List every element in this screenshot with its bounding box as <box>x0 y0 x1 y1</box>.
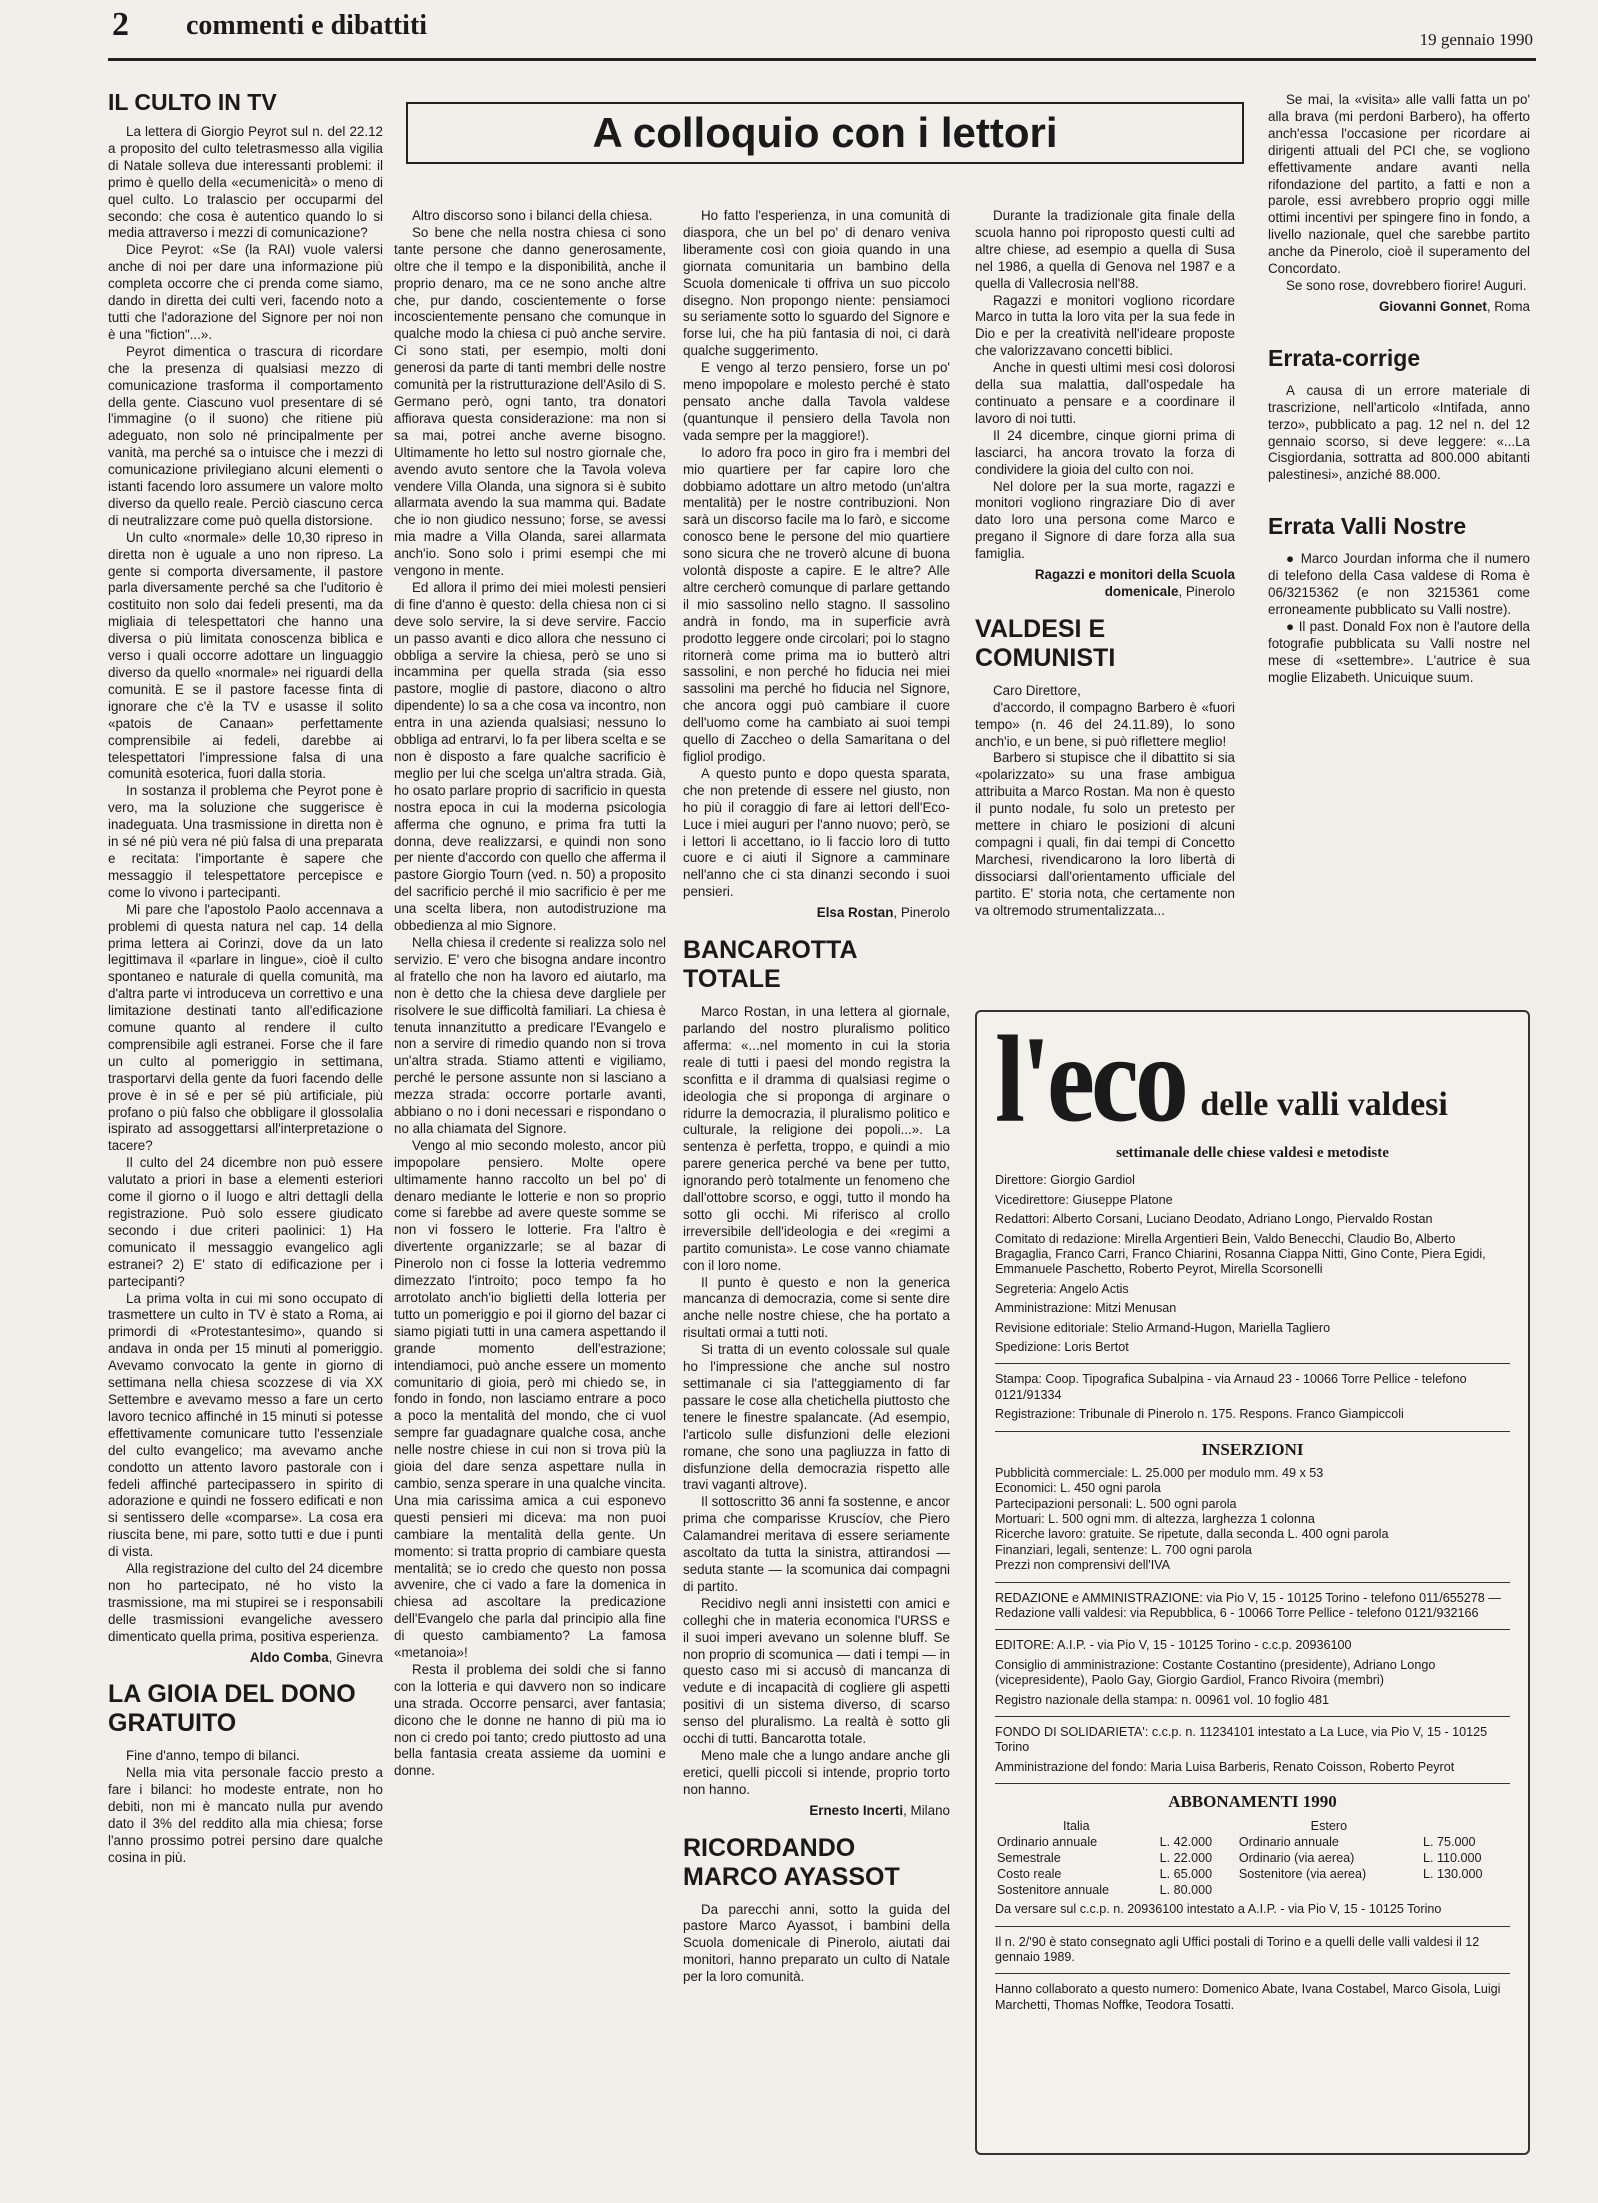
ads-title: INSERZIONI <box>1201 1439 1304 1459</box>
paragraph: A questo punto e dopo questa sparata, che non pretende di essere nel giusto, non ho più il coraggio di fare ai lettori dell'Eco-Luce i miei auguri per l'anno nuovo; però, se i lettori li accettano, io li faccio loro di tutto cuore e ci aiuti il Signore a camminare nell'anno che ci sta dinanzi secondo i suoi pensieri. <box>683 765 950 900</box>
signature <box>108 1650 383 1667</box>
paragraph: Ragazzi e monitori vogliono ricordare Marco in tutta la loro vita per la sua fede in Dio e per la creatività nell'ideare proposte che valorizzavano concetti biblici. <box>975 292 1235 359</box>
paragraph: d'accordo, il compagno Barbero è «fuori tempo» (n. 46 del 24.11.89), lo sono anch'io, e un bene, si può riflettere meglio! <box>975 699 1235 749</box>
table-cell: L. 65.000 <box>1159 1867 1213 1882</box>
signature <box>975 567 1235 601</box>
subscriptions-title: ABBONAMENTI 1990 <box>1168 1792 1337 1812</box>
signature <box>683 905 950 922</box>
divider <box>995 1716 1510 1717</box>
paragraph: Se mai, la «visita» alle valli fatta un po' alla brava (mi perdoni Barbero), ha offerto anch'essa l'occasione per ricordare ai dirigenti attuali del PCI che, se vogliono effettivamente andare avanti nella rifondazione del partito, a fatti e non a parole, essi avrebbero proprio oggi mille ottimi incentivi per spingere fino in fondo, a livello nazionale, quel che sarebbe partito anche da Pinerolo, cioè il superamento del Concordato. <box>1268 92 1530 277</box>
signature-name: Ernesto Incerti <box>809 1802 904 1818</box>
ads-line: Partecipazioni personali: L. 500 ogni parola <box>995 1496 1237 1511</box>
header-rule <box>108 58 1536 61</box>
table-cell: L. 110.000 <box>1422 1851 1482 1866</box>
signature-place: , Pinerolo <box>893 905 950 921</box>
paragraph: Nella chiesa il credente si realizza solo nel servizio. E' vero che bisogna andare incontro al fratello che non ha lavoro ed aiutarlo, ma non è detto che la chiesa deve dargliele per risolvere le sue difficoltà familiari. La chiesa è tenuta innanzitutto a predicare l'Evangelo e non a servire di rimedio quando non si trova un'altra strada. Stiamo attenti e vigiliamo, perché le persone assunte non si lasciano a mezza strada: occorre portarle avanti, abbiano o no i doni necessari e rispondano o no alla chiamata del Signore. <box>394 934 666 1136</box>
article-title: BANCAROTTA TOTALE <box>683 936 857 994</box>
paragraph: Il punto è questo e non la generica mancanza di democrazia, come si sente dire anche nelle nostre chiese, che ha portato a risultati ormai a tutti noti. <box>683 1274 950 1341</box>
paragraph: E vengo al terzo pensiero, forse un po' meno impopolare e molesto perché è stato pensato anche dalla Tavola valdese (quantunque il pensiero della Tavola non vada sempre per la maggiore!). <box>683 360 950 443</box>
table-header: Estero <box>1310 1819 1348 1834</box>
staff-line: Amministrazione: Mitzi Menusan <box>995 1301 1177 1316</box>
signature-place: , Pinerolo <box>1178 583 1235 599</box>
table-header: Italia <box>1062 1819 1090 1834</box>
paragraph: Ho fatto l'esperienza, in una comunità di diaspora, che un bel po' di denaro veniva liberamente così con gioia quando in una giornata comunitaria un bambino della Scuola domenicale ti offriva un suo piccolo disegno. Non propongo niente: pensiamoci su seriamente sotto lo sguardo del Signore e forse lui, che ha più fantasia di noi, ci darà qualche suggerimento. <box>683 208 950 359</box>
signature-name: Giovanni Gonnet <box>1378 298 1487 314</box>
fund-line: Amministrazione del fondo: Maria Luisa Barberis, Renato Coisson, Roberto Peyrot <box>995 1759 1455 1774</box>
article-title: VALDESI E COMUNISTI <box>975 614 1116 672</box>
paragraph: Io adoro fra poco in giro fra i membri del mio quartiere per far capire loro che dobbiamo adottare un altro metodo (un'altra mentalità) per le nostre contribuzioni. Non sarà un discorso facile ma lo farò, e siccome conosco bene le persone del mio quartiere sono sicura che ne troverò alcune di buona volontà disposte a capire. E le altre? Alle altre cercherò comunque di parlare gettando il mio sassolino nello stagno. Il sassolino andrà in fondo, ma in superficie avrà prodotto leggere onde circolari; poi lo stagno ritornerà come prima ma io butterò altri sassolini, e non perché ho fiducia nei miei sassolini ma perché ho fiducia nel Signore, che ancora oggi può cambiare il cuore dell'uomo come ha cambiato ai suoi tempi quello di Zaccheo o della Samaritana o del figliol prodigo. <box>683 444 950 764</box>
staff-line: Revisione editoriale: Stelio Armand-Hugon, Mariella Tagliero <box>995 1320 1331 1335</box>
paragraph: Il sottoscritto 36 anni fa sostenne, e ancor prima che comparisse Kruscíov, che Piero Calamandrei meritava di essere seriamente ascoltato da tutta la sinistra, attirandosi — seduta stante — la scomunica dai compagni di partito. <box>683 1494 950 1594</box>
ads-line: Mortuari: L. 500 ogni mm. di altezza, larghezza 1 colonna <box>995 1511 1315 1526</box>
paragraph: Barbero si stupisce che il dibattito si sia «polarizzato» su una frase ambigua attribuita a Marco Rostan. Ma non è questo il punto nodale, fu solo un pretesto per mettere in chiaro le posizioni di alcuni compagni i quali, fin dai tempi di Concetto Marchesi, rivendicarono la loro libertà di dissociarsi dall'orientamento ufficiale del partito. E' storia nota, che certamente non va oltremodo strumentalizzata... <box>975 750 1235 918</box>
collaborators-line: Hanno collaborato a questo numero: Domenico Abate, Ivana Costabel, Marco Gisola, Luigi Marchetti, Thomas Noffke, Teodora Tosatti. <box>995 1982 1501 2012</box>
issue-date: 19 gennaio 1990 <box>1419 30 1533 49</box>
editor-line: Consiglio di amministrazione: Costante Costantino (presidente), Adriano Longo (vicepresidente), Paolo Gay, Giorgio Gardiol, Franco Rivoira (membri) <box>995 1657 1436 1688</box>
masthead-logo <box>995 1011 1510 1148</box>
paragraph: La prima volta in cui mi sono occupato di trasmettere un culto in TV è stato a Roma, ai primordi di «Protestantesimo», quando si andava in onda per 15 minuti al pomeriggio. Avevamo convocato la gente in giorno di settimana nella chiesa scozzese di via XX Settembre e avevamo messo a fare un certo lavoro tecnico affinché in 15 minuti si potesse effettivamente comunicare tutto l'essenziale del culto evangelico; ma avevamo anche condotto un attento lavoro pastorale con i fedeli affinché partecipassero in spirito di adorazione e quindi ne fossero edificati e non si sentissero delle «comparse». La cosa era riuscita bene, mi pare, sotto tutti e due i punti di vista. <box>108 1290 383 1560</box>
paragraph: Alla registrazione del culto del 24 dicembre non ho partecipato, né ho visto la trasmissione, ma mi stupirei se i responsabili delle trasmissioni evangeliche avessero dimenticato quella prima, positiva esperienza. <box>108 1561 383 1644</box>
column-2 <box>394 208 666 2198</box>
signature-name: Aldo Comba <box>249 1649 329 1665</box>
paragraph: Durante la tradizionale gita finale della scuola hanno poi riproposto questi culti ad altre chiese, ad esempio a quella di Susa nel 1986, a quella di Genova nel 1987 e a quella di Vallecrosia nell'88. <box>975 208 1235 291</box>
article-title: RICORDANDO MARCO AYASSOT <box>683 1833 900 1891</box>
ads-line: Economici: L. 450 ogni parola <box>995 1481 1161 1496</box>
address-line: REDAZIONE e AMMINISTRAZIONE: via Pio V, 15 - 10125 Torino - telefono 011/655278 — Redazione valli valdesi: via Repubblica, 6 - 10066 Torre Pellice - telefono 0121/932166 <box>995 1590 1501 1620</box>
table-cell: L. 22.000 <box>1159 1851 1213 1866</box>
paragraph: Si tratta di un evento colossale sul quale ho l'impressione che anche sul nostro settimanale ci sia l'atteggiamento di far passare le cose alla chetichella piuttosto che tenere le finestre spalancate. (Ad esempio, l'articolo sulle disfunzioni delle elezioni romane, che sono una pagliuzza in fatto di disfunzione della democrazia rispetto alle travi vaganti altrove). <box>683 1342 950 1493</box>
print-line: Stampa: Coop. Tipografica Subalpina - via Arnaud 23 - 10066 Torre Pellice - telefono 0121/91334 <box>995 1372 1467 1402</box>
column-3 <box>683 208 950 2198</box>
page-header <box>0 0 1598 62</box>
paragraph: Se sono rose, dovrebbero fiorire! Auguri. <box>1286 277 1527 293</box>
print-line: Registrazione: Tribunale di Pinerolo n. 175. Respons. Franco Giampiccoli <box>995 1407 1404 1422</box>
divider <box>995 1973 1510 1974</box>
signature-name: Ragazzi e monitori della Scuola domenicale <box>1034 567 1235 599</box>
staff-line: Segreteria: Angelo Actis <box>995 1281 1129 1296</box>
column-1 <box>108 88 383 2198</box>
table-cell: L. 75.000 <box>1422 1835 1476 1850</box>
paragraph: Altro discorso sono i bilanci della chiesa. <box>412 208 653 223</box>
paragraph: Nel dolore per la sua morte, ragazzi e monitori vogliono ringraziare Dio di aver dato loro una persona come Marco e pregano il Signore di dare forza alla sua famiglia. <box>975 478 1235 562</box>
banner-title: A colloquio con i lettori <box>406 102 1244 164</box>
paragraph: Nella mia vita personale faccio presto a fare i bilanci: ho modeste entrate, non ho debiti, non mi è mancato nulla pur avendo dato il 3% del reddito alla mia chiesa; forse l'anno prossimo potrei persino dare qualche cosina in più. <box>108 1765 383 1865</box>
table-row <box>995 1882 1510 1898</box>
paragraph: A causa di un errore materiale di trascrizione, nell'articolo «Intifada, anno terzo», pubblicato a pag. 12 nel n. del 12 gennaio scorso, si deve leggere: «...La Cisgiordania, sottratta ad 800.000 abitanti palestinesi», anziché 88.000. <box>1268 382 1530 483</box>
signature-place: , Milano <box>903 1802 950 1818</box>
table-cell: L. 42.000 <box>1159 1835 1213 1850</box>
editor-line: Registro nazionale della stampa: n. 00961 vol. 10 foglio 481 <box>995 1692 1329 1707</box>
paragraph: La lettera di Giorgio Peyrot sul n. del 22.12 a proposito del culto teletrasmesso alla vigilia di Natale solleva due interessanti problemi: il primo è quello della «ecumenicità» o meno di quel culto. Lo tralascio per occuparmi del secondo: che cosa è autentico quando lo si media attraverso i mezzi di comunicazione? <box>108 124 383 241</box>
table-row <box>995 1850 1510 1866</box>
staff-line: Redattori: Alberto Corsani, Luciano Deodato, Adriano Longo, Piervaldo Rostan <box>995 1212 1433 1227</box>
notice-line: Il n. 2/'90 è stato consegnato agli Uffici postali di Torino e a quelli delle valli valdesi il 12 gennaio 1989. <box>995 1934 1480 1964</box>
table-cell: Ordinario annuale <box>997 1835 1098 1850</box>
paragraph: ● Marco Jourdan informa che il numero di telefono della Casa valdese di Roma è 06/3215362 (e non 3215361 come erroneamente pubblicato su Valli nostre). <box>1268 551 1530 617</box>
article-title: IL CULTO IN TV <box>108 89 277 115</box>
paragraph: So bene che nella nostra chiesa ci sono tante persone che danno generosamente, oltre che il tempo e la disponibilità, anche il proprio denaro, ma ce ne sono anche altre che, pur dando, coscientemente o forse incoscientemente pensano che comunque in qualche modo la chiesa ci può anche servire. Ci sono stati, per esempio, molti doni generosi da parte di tanti membri delle nostre comunità per la ristrutturazione dell'Asilo di S. Germano però, ogni tanto, tra donatori affiorava questa considerazione: ma non si sa mai, potrei anche averne bisogno. Ultimamente ho letto sul nostro giornale che, avendo avuto sentore che la Tavola voleva vendere Villa Olanda, una signora si è subito allarmata avendo la sua mamma qui. Badate che io non giudico nessuno; forse, se avessi mia madre a Villa Olanda, sarei allarmata anch'io. Sono solo i primi esempi che mi vengono in mente. <box>394 224 666 579</box>
divider <box>995 1431 1510 1432</box>
table-cell: Ordinario (via aerea) <box>1238 1851 1355 1866</box>
signature-place: , Roma <box>1486 298 1530 314</box>
paragraph: Resta il problema dei soldi che si fanno con la lotteria e qui davvero non so indicare una strada. Occorre pensarci, aver fantasia; dicono che le donne ne hanno di più ma io non ci credo poi tanto; credo piuttosto ad una bella fantasia creata assieme da uomini e donne. <box>394 1661 666 1779</box>
signature <box>683 1803 950 1820</box>
divider <box>995 1629 1510 1630</box>
paragraph: Peyrot dimentica o trascura di ricordare che la presenza di qualsiasi mezzo di comunicazione trasforma il comportamento della gente. Ciascuno vuol presentare di sé l'immagine (o il suono) che ritiene più adeguato, non solo né principalmente per vanità, ma perché sa o intuisce che i mezzi di comunicazione privilegiano alcuni elementi o istanti facendo loro assumere un valore molto diverso da quello reale. Perciò ciascuno cerca di neutralizzare come può quella distorsione. <box>108 343 383 528</box>
paragraph: Il culto del 24 dicembre non può essere valutato a priori in base a elementi esteriori come il giorno o il luogo e altri dettagli della registrazione. Può solo essere giudicato secondo i due criteri paolinici: 1) Ha comunicato il messaggio evangelico agli estranei? 2) E' stato di edificazione per i partecipanti? <box>108 1155 383 1289</box>
table-cell: L. 130.000 <box>1422 1867 1483 1882</box>
staff-line: Comitato di redazione: Mirella Argentieri Bein, Valdo Benecchi, Claudio Bo, Alberto Bragaglia, Franco Carri, Franco Chiarini, Rosanna Ciappa Nitti, Gino Conte, Piera Egidi, Emmanuele Paschetto, Roberto Peyrot, Mirella Scorsonelli <box>995 1231 1486 1277</box>
subscriptions-table <box>995 1818 1510 1898</box>
divider <box>995 1363 1510 1364</box>
fund-line: FONDO DI SOLIDARIETA': c.c.p. n. 11234101 intestato a La Luce, via Pio V, 15 - 10125 Torino <box>995 1724 1488 1755</box>
masthead-box <box>975 1010 1530 2155</box>
table-cell: L. 80.000 <box>1159 1883 1213 1898</box>
paragraph: Recidivo negli anni insistetti con amici e colleghi che in materia economica l'URSS e il suoi imperi avevano un solenne bluff. Se non proprio di scomunica — dati i tempi — in questo caso mi si accusò di mancanza di vedute e di incapacità di cogliere gli aspetti positivi di un sistema diverso, di scarso senso del pluralismo. La realtà è sotto gli occhi di tutti. Bancarotta totale. <box>683 1595 950 1747</box>
page-number: 2 <box>112 6 129 43</box>
article-title: Errata-corrige <box>1268 344 1421 371</box>
paragraph: Il 24 dicembre, cinque giorni prima di lasciarci, ha ancora trovato la forza di condividere la gioia del culto con noi. <box>975 427 1235 477</box>
ads-line: Ricerche lavoro: gratuite. Se ripetute, dalla seconda L. 400 ogni parola <box>995 1527 1389 1542</box>
signature-place: , Ginevra <box>328 1649 383 1665</box>
paragraph: Anche in questi ultimi mesi così dolorosi della sua malattia, dall'ospedale ha continuato a pensare e a coordinare il lavoro di noi tutti. <box>975 360 1235 426</box>
column-5 <box>1268 92 1530 992</box>
table-cell: Costo reale <box>997 1867 1062 1882</box>
ads-line: Prezzi non comprensivi dell'IVA <box>995 1558 1171 1573</box>
paragraph: Mi pare che l'apostolo Paolo accennava a problemi di questa natura nel cap. 14 della prima lettera ai Corinzi, dove da un lato legittimava il «parlare in lingue», cioè il culto spontaneo e naturale di quella comunità, ma d'altra parte vi introduceva un correttivo e una limitazione destinati tanto all'edificazione comune quanto al rendere il culto comprensibile agli estranei. Forse che il fare un culto al pomeriggio in settimana, trasportarvi della gente da fuori facendo delle prove è in sé e per sé più artificiale, più profano o più falso che obbligare il glossolalia ispirato ad assoggettarsi all'interpretazione o tacere? <box>108 901 383 1154</box>
article-title: LA GIOIA DEL DONO GRATUITO <box>108 1680 356 1738</box>
divider <box>995 1783 1510 1784</box>
table-cell: Semestrale <box>997 1851 1061 1866</box>
table-cell: Sostenitore (via aerea) <box>1238 1867 1367 1882</box>
paragraph: ● Il past. Donald Fox non è l'autore della fotografie pubblicata su Valli nostre nel mese di «settembre». L'autrice è sua moglie Elizabeth. Unicuique suum. <box>1268 618 1530 685</box>
section-title: commenti e dibattiti <box>186 10 428 41</box>
divider <box>995 1926 1510 1927</box>
staff-line: Vicedirettore: Giuseppe Platone <box>995 1192 1173 1207</box>
paragraph: Caro Direttore, <box>993 682 1081 698</box>
paragraph: Fine d'anno, tempo di bilanci. <box>126 1748 300 1764</box>
logo-text: l'eco <box>995 1011 1185 1148</box>
paragraph: In sostanza il problema che Peyrot pone è vero, ma la soluzione che suggerisce è inadeguata. Una trasmissione in diretta non è in sé né più vera né più falsa di una preparata e recitata: l'importante è sapere che messaggio il telespettatore percepisce e come lo vivono i partecipanti. <box>108 783 383 900</box>
paragraph: Ed allora il primo dei miei molesti pensieri di fine d'anno è questo: della chiesa non ci si deve solo servire, la si deve servire. Faccio un passo avanti e dico allora che nessuno ci obbliga a servire la chiesa, però se uno si incammina per quella strada (sia esso pastore, moglie di pastore, diacono o altro dipendente) lo sa a che cosa va incontro, non entra in una azienda qualsiasi; nessuno lo obbliga ad entrarvi, lo fa per libera scelta e se non è disposto a fare qualche sacrificio è meglio per lui che scelga un'altra strada. Già, ho osato parlare proprio di sacrificio in questa nostra epoca in cui la moderna psicologia afferma che ognuno, e prima fra tutti la donna, deve realizzarsi, e quindi non sono per niente d'accordo con quello che afferma il pastore Giorgio Tourn (ved. n. 50) a proposito del sacrificio perché il mio sacrificio è per me una scelta libera, non autodistruzione ma obbedienza al mio Signore. <box>394 579 666 934</box>
article-title: Errata Valli Nostre <box>1268 513 1467 540</box>
paragraph: Vengo al mio secondo molesto, ancor più impopolare pensiero. Molte opere ultimamente hanno raccolto un bel po' di denaro mediante le lotterie e non so proprio come si farebbe ad avere queste somme se non vi fossero le lotterie. Fra l'altro è divertente organizzarle; se al bazar di Pinerolo non ci fosse la lotteria vedremmo dimezzato l'introito; poco tempo fa ho arrotolato anch'io biglietti della lotteria per tutto un pomeriggio e poi il giorno del bazar ci siamo pigiati tutti in una camera aspettando il grande momento dell'estrazione; intendiamoci, può anche essere un momento comunitario di gioia, però mi chiedo se, in fondo in fondo, non lasciamo entrare a poco a poco la mentalità del mondo, che ci vuol sempre far guadagnare qualche cosa, anche nelle nostre chiese in cui non si trova più la gioia del dare senza aspettare nulla in cambio, senza sperare in una qualche vincita. Una mia carissima amica a cui esponevo questi pensieri mi diceva: ma non puoi cambiare la mentalità della gente. Un momento: si tratta proprio di cambiare questa mentalità; se io credo che questo non possa avvenire, che ci vado a fare la domenica in chiesa ad ascoltare la predicazione dell'Evangelo che parla dal principio alla fine di questo cambiamento? La famosa «metanoia»! <box>394 1137 666 1661</box>
paragraph: Un culto «normale» delle 10,30 ripreso in diretta non è uguale a uno non ripreso. La gente si comporta diversamente, il pastore parla diversamente perché sa che l'uditorio è costituito non solo dai fedeli presenti, ma da migliaia di telespettatori che hanno una diversa o più limitata conoscenza biblica e verso i quali occorre adottare un linguaggio diverso da quello «normale» nei riguardi della comunità. E se il pastore facesse finta di ignorare che c'è la TV e usasse il solito «patois de Canaan» perfettamente comprensibile ai fedeli, darebbe ai telespettatori l'impressione falsa di una comunità esoterica, fuori dalla storia. <box>108 529 383 782</box>
staff-line: Spedizione: Loris Bertot <box>995 1340 1129 1355</box>
divider <box>995 1582 1510 1583</box>
logo-tail: delle valli valdesi <box>1200 1086 1448 1123</box>
column-4 <box>975 208 1235 998</box>
paragraph: Dice Peyrot: «Se (la RAI) vuole valersi anche di noi per dare una informazione più completa occorre che ci prenda come siamo, dando in diretta dei culti veri, facendo noto a tutti che l'adorazione del Signore per noi non è una "fiction"...». <box>108 242 383 342</box>
paragraph: Meno male che a lungo andare anche gli eretici, quelli piccoli si intende, proprio torto non hanno. <box>683 1747 950 1797</box>
table-row <box>995 1834 1510 1850</box>
staff-line: Direttore: Giorgio Gardiol <box>995 1173 1135 1188</box>
table-cell: Sostenitore annuale <box>997 1883 1110 1898</box>
ads-line: Pubblicità commerciale: L. 25.000 per modulo mm. 49 x 53 <box>995 1465 1324 1480</box>
paragraph: Da parecchi anni, sotto la guida del pastore Marco Ayassot, i bambini della Scuola domenicale di Pinerolo, aiutati dai monitori, hanno preparato un culto di Natale per la loro comunità. <box>683 1901 950 1985</box>
table-cell: Ordinario annuale <box>1238 1835 1339 1850</box>
ads-line: Finanziari, legali, sentenze: L. 700 ogni parola <box>995 1542 1252 1557</box>
payment-line: Da versare sul c.c.p. n. 20936100 intestato a A.I.P. - via Pio V, 15 - 10125 Torino <box>995 1902 1442 1917</box>
editor-line: EDITORE: A.I.P. - via Pio V, 15 - 10125 Torino - c.c.p. 20936100 <box>995 1638 1352 1653</box>
masthead-subtitle: settimanale delle chiese valdesi e metodiste <box>1116 1145 1389 1161</box>
signature <box>1268 299 1530 316</box>
table-row <box>995 1866 1510 1882</box>
paragraph: Marco Rostan, in una lettera al giornale, parlando del nostro pluralismo politico afferma: «...nel momento in cui la storia reale di tutti i paesi del mondo registra la sconfitta e il dramma di qualsiasi regime o ideologia che si proponga di arginare o ridurre la democrazia, il pluralismo politico e culturale, la religione dei popoli...». La sentenza è perfetta, troppo, e quindi a mio parere generica perché va bene per tutto, ignorando però totalmente un fenomeno che dall'ottobre scorso, e oggi, tutto il mondo ha sotto gli occhi. Mi riferisco al crollo irreversibile dell'ideologia e dei «regimi a partito comunista». Le cose vanno chiamate con il loro nome. <box>683 1004 950 1273</box>
signature-name: Elsa Rostan <box>816 905 894 921</box>
